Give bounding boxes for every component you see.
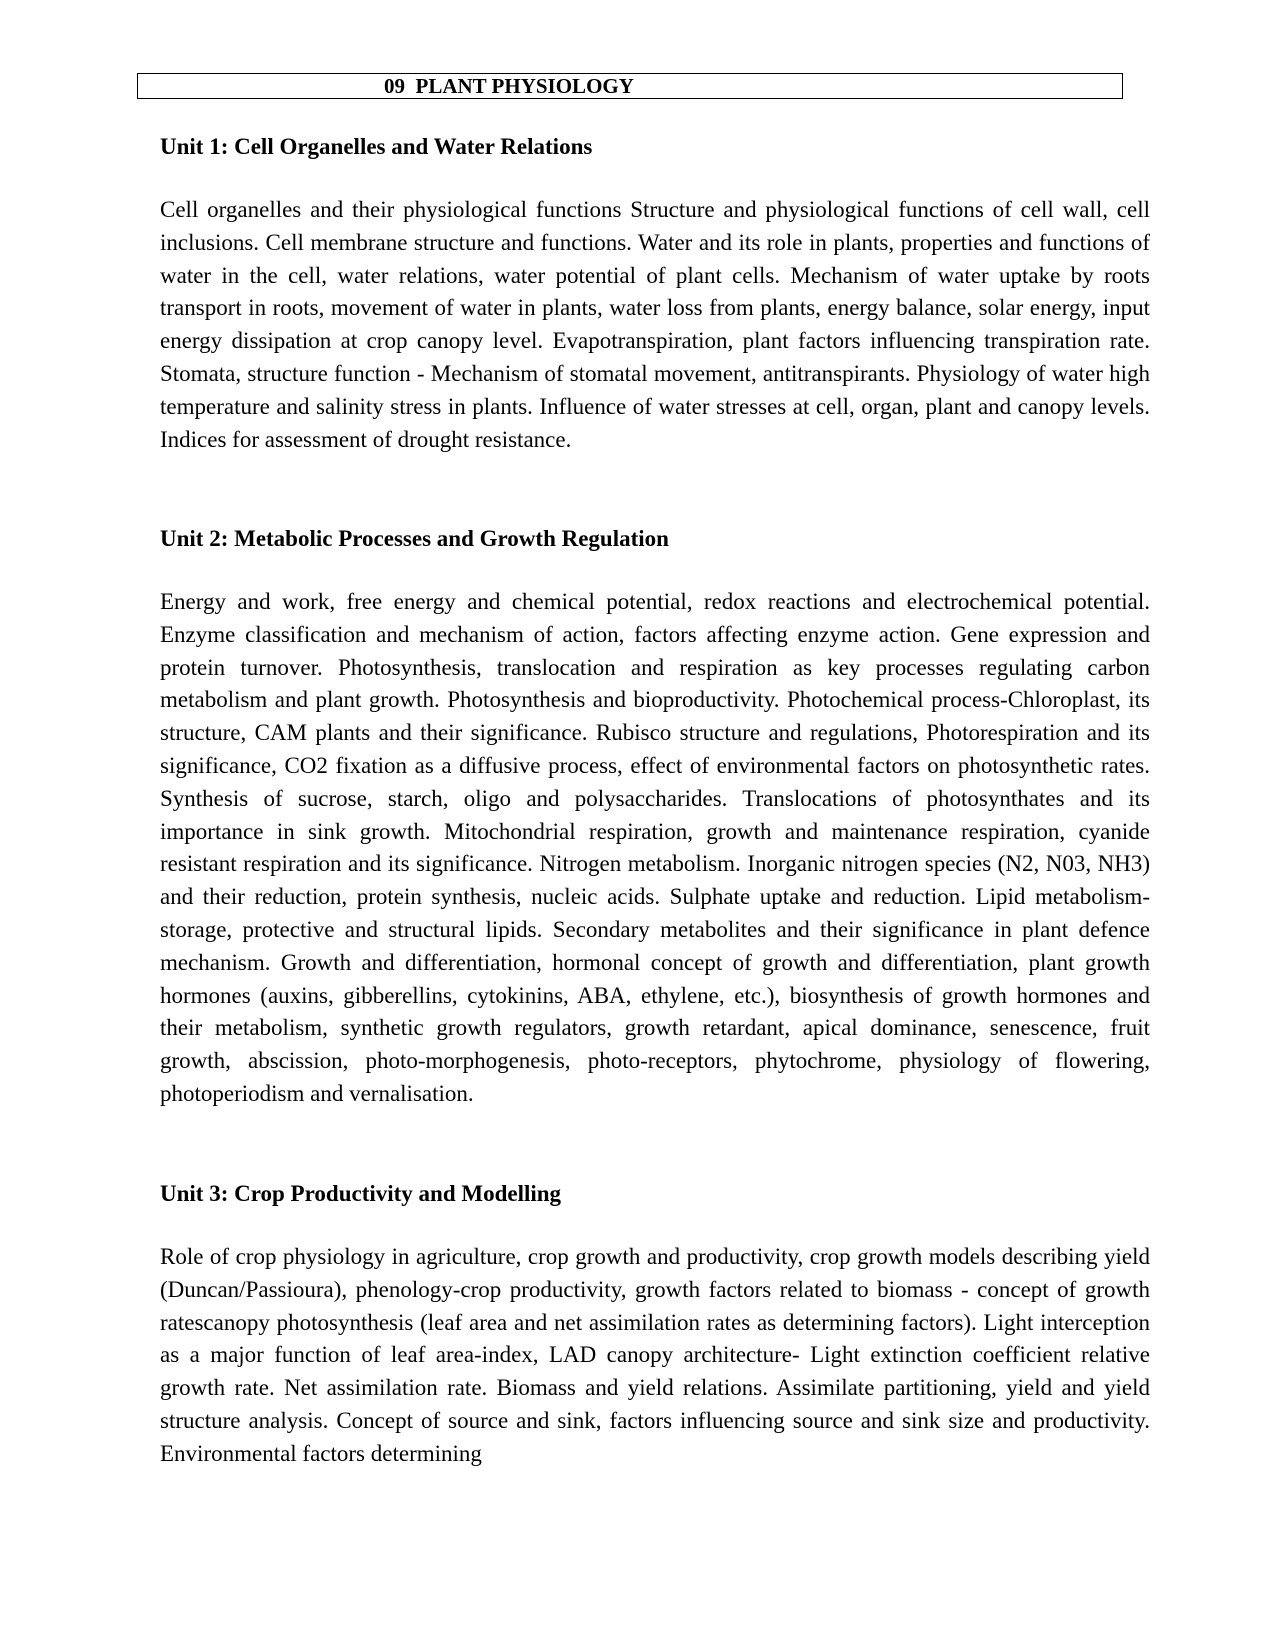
title-box: [137, 73, 1123, 99]
unit-2-heading: Unit 2: Metabolic Processes and Growth Regulation: [160, 526, 669, 551]
unit-3-heading: Unit 3: Crop Productivity and Modelling: [160, 1181, 562, 1206]
unit-1-heading: Unit 1: Cell Organelles and Water Relations: [160, 134, 593, 159]
unit-2-body: Energy and work, free energy and chemical potential, redox reactions and electrochemical potential. Enzyme classification and mechanism of action, factors affecting enzyme action. Gene expression and protein turnover. Photosynthesis, translocation and respiration as key processes regulating carbon metabolism and plant growth. Photosynthesis and bioproductivity. Photochemical process-Chloroplast, its structure, CAM plants and their significance. Rubisco structure and regulations, Photorespiration and its significance, CO2 fixation as a diffusive process, effect of environmental factors on photosynthetic rates. Synthesis of sucrose, starch, oligo and polysaccharides. Translocations of photosynthates and its importance in sink growth. Mitochondrial respiration, growth and maintenance respiration, cyanide resistant respiration and its significance. Nitrogen metabolism. Inorganic nitrogen species (N2, N03, NH3) and their reduction, protein synthesis, nucleic acids. Sulphate uptake and reduction. Lipid metabolism-storage, protective and structural lipids. Secondary metabolites and their significance in plant defence mechanism. Growth and differentiation, hormonal concept of growth and differentiation, plant growth hormones (auxins, gibberellins, cytokinins, ABA, ethylene, etc.), biosynthesis of growth hormones and their metabolism, synthetic growth regulators, growth retardant, apical dominance, senescence, fruit growth, abscission, photo-morphogenesis, photo-receptors, phytochrome, physiology of flowering, photoperiodism and vernalisation.: [160, 589, 1150, 1106]
unit-3-body: Role of crop physiology in agriculture, crop growth and productivity, crop growth models describing yield (Duncan/Passioura), phenology-crop productivity, growth factors related to biomass - concept of growth ratescanopy photosynthesis (leaf area and net assimilation rates as determining factors). Light interception as a major function of leaf area-index, LAD canopy architecture- Light extinction coefficient relative growth rate. Net assimilation rate. Biomass and yield relations. Assimilate partitioning, yield and yield structure analysis. Concept of source and sink, factors influencing source and sink size and productivity. Environmental factors determining: [160, 1244, 1150, 1466]
unit-1-body: Cell organelles and their physiological functions Structure and physiological functions of cell wall, cell inclusions. Cell membrane structure and functions. Water and its role in plants, properties and functions of water in the cell, water relations, water potential of plant cells. Mechanism of water uptake by roots transport in roots, movement of water in plants, water loss from plants, energy balance, solar energy, input energy dissipation at crop canopy level. Evapotranspiration, plant factors influencing transpiration rate. Stomata, structure function - Mechanism of stomatal movement, antitranspirants. Physiology of water high temperature and salinity stress in plants. Influence of water stresses at cell, organ, plant and canopy levels. Indices for assessment of drought resistance.: [160, 197, 1150, 452]
page-title: 09 PLANT PHYSIOLOGY: [384, 74, 634, 98]
